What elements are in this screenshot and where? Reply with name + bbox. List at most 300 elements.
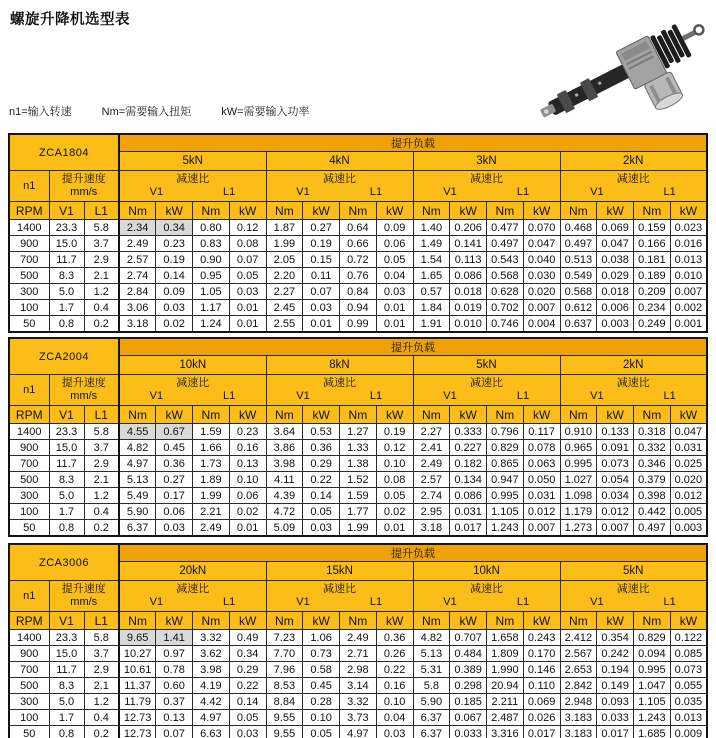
data-cell: 2.41 [413,440,450,456]
data-cell: 0.4 [84,300,119,316]
table-row [9,630,707,646]
data-cell: 0.16 [376,678,413,694]
load-header: 10kN [413,562,560,581]
data-cell: 0.018 [450,284,487,300]
data-cell: 1.17 [193,300,230,316]
n1-label: n1 [9,171,49,202]
data-cell: 1400 [9,630,49,646]
data-cell: 0.995 [487,488,524,504]
data-cell: 1.05 [193,284,230,300]
data-cell: 0.206 [450,220,487,236]
load-header: 2kN [560,152,707,171]
data-cell: 300 [9,694,49,710]
data-cell: 1.41 [156,630,193,646]
data-cell: 0.76 [340,268,377,284]
data-cell: 3.183 [560,710,597,726]
data-cell: 0.03 [156,520,193,537]
data-cell: 0.27 [156,472,193,488]
data-cell: 0.80 [193,220,230,236]
data-cell: 0.189 [634,268,671,284]
data-cell: 0.10 [229,472,266,488]
data-cell: 3.316 [487,726,524,738]
data-cell: 0.242 [597,646,634,662]
v1-col-label: V1 [49,406,84,424]
ratio-label: 减速比 [176,377,210,389]
data-cell: 15.0 [49,440,84,456]
nm-col-label: Nm [634,612,671,630]
ratio-sublabels [561,390,707,403]
data-cell: 0.09 [376,220,413,236]
data-cell: 0.05 [376,488,413,504]
data-cell: 1.105 [487,504,524,520]
data-cell: 2.567 [560,646,597,662]
speed-unit: mm/s [70,390,98,402]
l1-label: L1 [369,390,383,402]
data-cell: 0.354 [597,630,634,646]
data-cell: 0.03 [376,726,413,738]
data-cell: 0.14 [156,268,193,284]
data-cell: 4.19 [193,678,230,694]
data-cell: 0.865 [487,456,524,472]
table-row [9,236,707,252]
data-cell: 0.05 [229,268,266,284]
data-cell: 0.013 [670,710,707,726]
data-cell: 2.57 [119,252,156,268]
ratio-group-header [119,171,266,202]
data-cell: 2.74 [119,268,156,284]
data-cell: 0.093 [597,694,634,710]
kw-col-label: kW [523,612,560,630]
data-cell: 11.79 [119,694,156,710]
data-cell: 7.96 [266,662,303,678]
data-cell: 0.033 [597,710,634,726]
nm-col-label: Nm [487,612,524,630]
nm-col-label: Nm [266,406,303,424]
data-cell: 5.8 [84,630,119,646]
data-cell: 1.99 [340,520,377,537]
v1-label: V1 [296,390,310,402]
data-cell: 0.01 [303,316,340,333]
kw-col-label: kW [670,406,707,424]
data-cell: 0.006 [597,300,634,316]
l1-label: L1 [223,390,236,402]
data-cell: 3.7 [84,236,119,252]
v1-label: V1 [590,186,604,198]
data-cell: 0.746 [487,316,524,333]
data-cell: 0.45 [156,440,193,456]
data-cell: 2.9 [84,456,119,472]
kw-col-label: kW [597,406,634,424]
kw-col-label: kW [523,406,560,424]
data-cell: 500 [9,268,49,284]
data-cell: 0.004 [523,316,560,333]
kw-col-label: kW [670,612,707,630]
data-cell: 2.487 [487,710,524,726]
data-cell: 0.568 [560,284,597,300]
speed-label [49,581,119,612]
data-cell: 2.05 [266,252,303,268]
v1-label: V1 [296,186,310,198]
data-cell: 5.90 [119,504,156,520]
data-cell: 0.2 [84,726,119,738]
data-cell: 0.10 [376,694,413,710]
data-cell: 0.17 [156,488,193,504]
data-cell: 0.227 [450,440,487,456]
data-cell: 15.0 [49,236,84,252]
data-cell: 0.249 [634,316,671,333]
data-cell: 0.012 [523,504,560,520]
data-cell: 0.010 [670,268,707,284]
kw-col-label: kW [303,406,340,424]
table-row [9,488,707,504]
data-cell: 0.60 [156,678,193,694]
data-cell: 3.32 [193,630,230,646]
data-cell: 4.97 [193,710,230,726]
kw-col-label: kW [303,202,340,220]
data-cell: 1.65 [413,268,450,284]
data-cell: 0.010 [450,316,487,333]
data-cell: 0.094 [634,646,671,662]
data-cell: 0.97 [156,646,193,662]
ratio-label: 减速比 [470,377,503,389]
data-cell: 3.14 [340,678,377,694]
nm-col-label: Nm [413,202,450,220]
n1-label: n1 [9,581,49,612]
model-table-ZCA1804 [8,133,708,333]
data-cell: 0.063 [523,456,560,472]
data-cell: 0.03 [376,284,413,300]
load-header: 2kN [560,356,707,375]
data-cell: 0.637 [560,316,597,333]
legend-note [9,103,340,119]
data-cell: 0.04 [376,268,413,284]
header-row-ratio [9,171,707,202]
ratio-group-header [266,375,413,406]
legend-nm: Nm=需要输入扭矩 [101,106,192,118]
data-cell: 2.412 [560,630,597,646]
data-cell: 0.03 [303,520,340,537]
data-cell: 0.318 [634,424,671,440]
data-cell: 0.36 [376,630,413,646]
data-cell: 0.018 [597,284,634,300]
data-cell: 0.57 [413,284,450,300]
data-cell: 0.02 [229,504,266,520]
data-cell: 5.13 [119,472,156,488]
data-cell: 0.122 [670,630,707,646]
data-cell: 3.32 [340,694,377,710]
nm-col-label: Nm [413,612,450,630]
data-cell: 0.513 [560,252,597,268]
data-cell: 0.22 [303,472,340,488]
data-cell: 0.53 [303,424,340,440]
data-cell: 0.194 [597,662,634,678]
data-cell: 2.49 [413,456,450,472]
data-cell: 3.86 [266,440,303,456]
data-cell: 700 [9,662,49,678]
data-cell: 100 [9,710,49,726]
l1-label: L1 [663,186,676,198]
data-cell: 2.9 [84,662,119,678]
data-cell: 0.133 [597,424,634,440]
data-cell: 0.025 [670,456,707,472]
data-cell: 2.211 [487,694,524,710]
data-cell: 3.7 [84,646,119,662]
ratio-sublabels [267,390,413,403]
model-table-ZCA2004 [8,337,708,537]
data-cell: 0.37 [156,694,193,710]
data-cell: 1.243 [487,520,524,537]
data-cell: 0.243 [523,630,560,646]
data-cell: 700 [9,252,49,268]
data-cell: 0.07 [156,726,193,738]
ratio-sublabels [561,596,707,609]
data-cell: 1.77 [340,504,377,520]
ratio-group-header [413,171,560,202]
kw-col-label: kW [156,202,193,220]
data-cell: 0.029 [597,268,634,284]
ratio-label: 减速比 [616,583,650,595]
data-cell: 3.73 [340,710,377,726]
data-cell: 8.53 [266,678,303,694]
ratio-label: 减速比 [176,173,210,185]
nm-col-label: Nm [560,612,597,630]
nm-col-label: Nm [119,406,156,424]
data-cell: 0.01 [229,300,266,316]
data-cell: 0.58 [303,662,340,678]
data-cell: 1400 [9,220,49,236]
data-cell: 5.90 [413,694,450,710]
data-cell: 5.13 [413,646,450,662]
data-cell: 0.995 [634,662,671,678]
data-cell: 2.27 [413,424,450,440]
data-cell: 0.03 [229,726,266,738]
data-cell: 0.003 [670,520,707,537]
data-cell: 0.012 [670,488,707,504]
nm-col-label: Nm [340,406,377,424]
data-cell: 0.829 [634,630,671,646]
data-cell: 0.023 [670,220,707,236]
table-row [9,220,707,236]
data-cell: 3.7 [84,440,119,456]
data-cell: 4.42 [193,694,230,710]
data-cell: 0.181 [634,252,671,268]
data-cell: 0.484 [450,646,487,662]
data-cell: 0.03 [229,284,266,300]
data-cell: 0.78 [156,662,193,678]
data-cell: 0.543 [487,252,524,268]
speed-text: 提升速度 [61,583,106,595]
data-cell: 0.069 [523,694,560,710]
data-cell: 5.8 [84,424,119,440]
data-cell: 1.49 [413,236,450,252]
data-cell: 0.209 [634,284,671,300]
data-cell: 4.72 [266,504,303,520]
data-cell: 1.24 [193,316,230,333]
rpm-label: RPM [9,202,49,220]
data-cell: 0.073 [670,662,707,678]
data-cell: 0.49 [229,630,266,646]
data-cell: 0.702 [487,300,524,316]
data-cell: 0.34 [229,646,266,662]
load-header: 5kN [413,356,560,375]
ratio-sublabels [414,186,560,199]
nm-col-label: Nm [119,612,156,630]
data-cell: 3.183 [560,726,597,738]
load-header: 3kN [413,152,560,171]
data-cell: 10.61 [119,662,156,678]
data-cell: 0.007 [523,520,560,537]
data-cell: 0.086 [450,268,487,284]
data-cell: 0.4 [84,710,119,726]
data-cell: 11.7 [49,662,84,678]
data-cell: 1.59 [340,488,377,504]
table-row [9,694,707,710]
table-row [9,316,707,333]
data-cell: 2.653 [560,662,597,678]
data-cell: 3.64 [266,424,303,440]
data-cell: 1.047 [634,678,671,694]
nm-col-label: Nm [634,202,671,220]
data-cell: 4.97 [119,456,156,472]
data-cell: 0.069 [597,220,634,236]
load-header: 4kN [266,152,413,171]
data-cell: 0.067 [450,710,487,726]
data-cell: 20.94 [487,678,524,694]
l1-col-label: L1 [84,406,119,424]
data-cell: 0.070 [523,220,560,236]
data-cell: 2.1 [84,472,119,488]
load-title-label: 提升负载 [119,338,707,356]
table-row [9,504,707,520]
v1-label: V1 [149,390,164,402]
data-cell: 0.8 [49,316,84,333]
data-cell: 0.612 [560,300,597,316]
data-cell: 2.49 [193,520,230,537]
data-cell: 0.995 [560,456,597,472]
data-cell: 900 [9,646,49,662]
screw-jack-photo [538,8,710,123]
v1-label: V1 [149,186,164,198]
data-cell: 0.159 [634,220,671,236]
kw-col-label: kW [303,612,340,630]
data-cell: 1.84 [413,300,450,316]
l1-label: L1 [223,186,236,198]
kw-col-label: kW [229,612,266,630]
data-cell: 2.948 [560,694,597,710]
nm-col-label: Nm [193,612,230,630]
data-cell: 4.55 [119,424,156,440]
kw-col-label: kW [597,612,634,630]
data-cell: 500 [9,678,49,694]
data-cell: 0.497 [634,520,671,537]
data-cell: 1.179 [560,504,597,520]
data-cell: 0.034 [597,488,634,504]
data-cell: 0.14 [303,488,340,504]
nm-col-label: Nm [634,406,671,424]
data-cell: 0.013 [670,252,707,268]
speed-label [49,171,119,202]
l1-col-label: L1 [84,612,119,630]
data-cell: 0.73 [303,646,340,662]
header-row-ratio [9,375,707,406]
data-cell: 900 [9,236,49,252]
data-cell: 500 [9,472,49,488]
speed-unit: mm/s [70,596,98,608]
data-cell: 0.389 [450,662,487,678]
data-cell: 0.22 [229,678,266,694]
data-cell: 2.71 [340,646,377,662]
data-cell: 0.185 [450,694,487,710]
data-cell: 0.05 [303,726,340,738]
data-cell: 1.40 [413,220,450,236]
data-cell: 1.27 [340,424,377,440]
data-cell: 0.007 [597,520,634,537]
data-cell: 0.28 [303,694,340,710]
data-cell: 1.99 [193,488,230,504]
data-cell: 0.016 [670,236,707,252]
data-cell: 0.113 [450,252,487,268]
data-cell: 1.2 [84,694,119,710]
ratio-sublabels [120,596,266,609]
data-cell: 1.91 [413,316,450,333]
nm-col-label: Nm [193,406,230,424]
data-cell: 6.37 [413,710,450,726]
ratio-label: 减速比 [616,377,650,389]
data-cell: 1.06 [303,630,340,646]
data-cell: 1.027 [560,472,597,488]
data-cell: 0.08 [376,472,413,488]
data-cell: 900 [9,440,49,456]
load-header: 5kN [119,152,266,171]
data-cell: 50 [9,520,49,537]
data-cell: 0.038 [597,252,634,268]
data-cell: 8.84 [266,694,303,710]
kw-col-label: kW [156,612,193,630]
data-cell: 0.83 [193,236,230,252]
data-cell: 0.12 [229,220,266,236]
data-cell: 1.2 [84,488,119,504]
ratio-sublabels [267,596,413,609]
table-row [9,252,707,268]
data-cell: 0.06 [376,236,413,252]
data-cell: 5.49 [119,488,156,504]
data-cell: 0.134 [450,472,487,488]
ratio-group-header [560,171,707,202]
ratio-group-header [560,581,707,612]
data-cell: 0.29 [303,456,340,472]
data-cell: 1.658 [487,630,524,646]
data-cell: 0.06 [156,504,193,520]
data-cell: 10.27 [119,646,156,662]
data-cell: 0.568 [487,268,524,284]
nm-col-label: Nm [413,406,450,424]
table-row [9,284,707,300]
data-cell: 0.026 [523,710,560,726]
load-header: 15kN [266,562,413,581]
data-cell: 2.74 [413,488,450,504]
data-cell: 2.57 [413,472,450,488]
selection-table-1 [8,133,708,333]
data-cell: 0.02 [156,316,193,333]
kw-col-label: kW [450,202,487,220]
nm-col-label: Nm [193,202,230,220]
data-cell: 1.73 [193,456,230,472]
data-cell: 0.146 [523,662,560,678]
data-cell: 0.030 [523,268,560,284]
data-cell: 0.047 [670,424,707,440]
data-cell: 1.243 [634,710,671,726]
data-cell: 0.012 [597,504,634,520]
